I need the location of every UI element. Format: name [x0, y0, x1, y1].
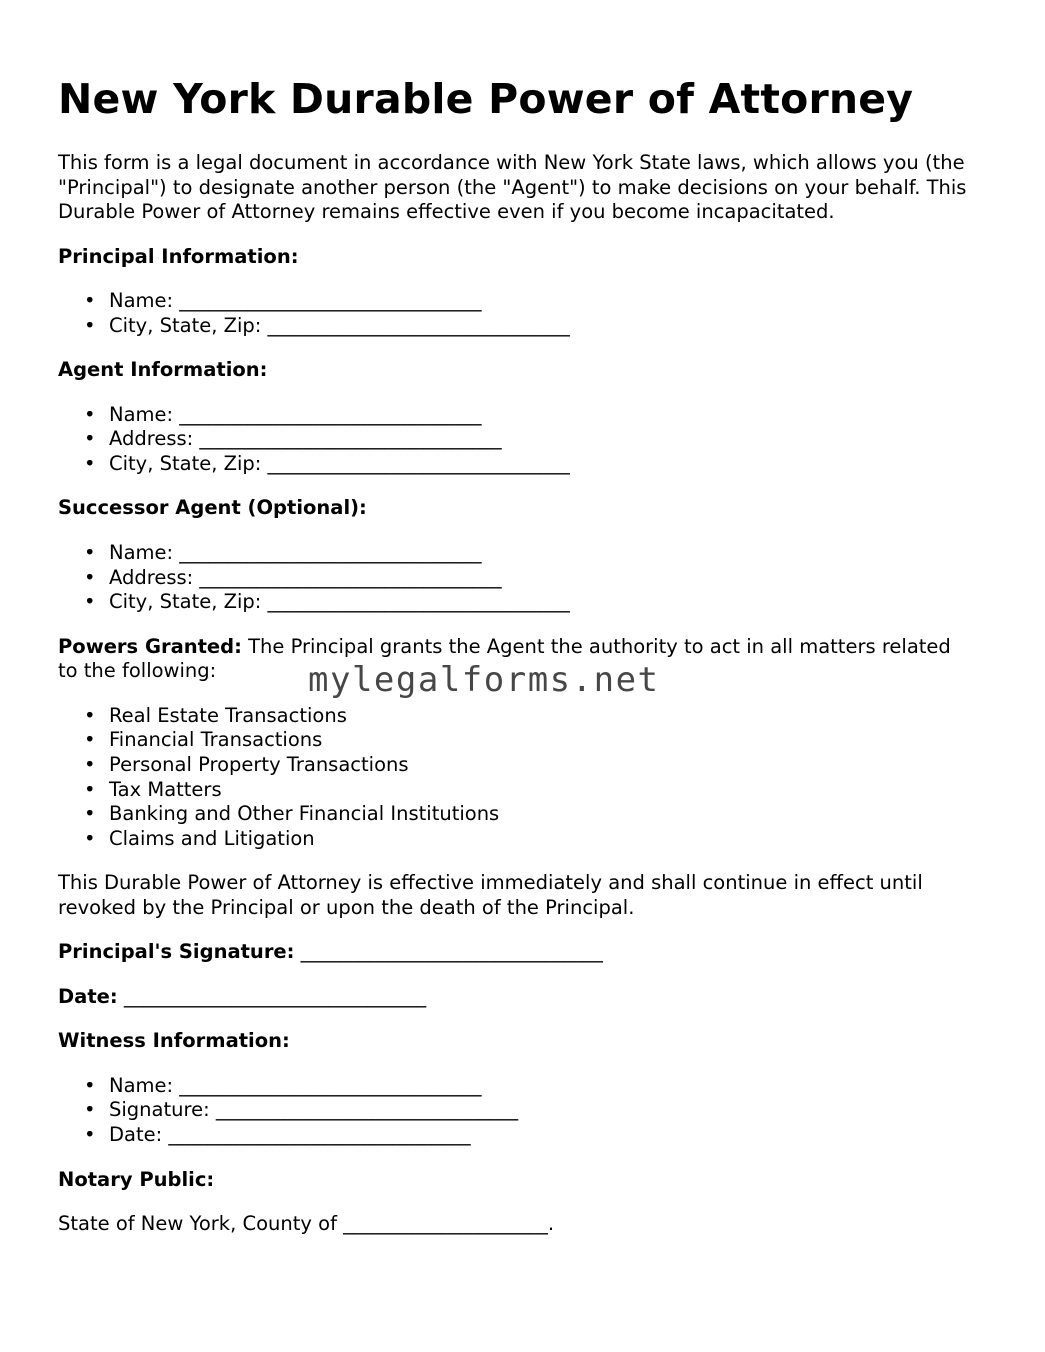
powers-list	[58, 704, 998, 852]
principal-name-field: Name: _______________________________	[109, 289, 482, 312]
date-label: Date:	[58, 984, 118, 1008]
successor-fields	[58, 541, 998, 615]
agent-name-field: Name: _______________________________	[109, 402, 482, 426]
bullet-icon: •	[84, 1123, 96, 1146]
successor-address-field: Address: _______________________________	[109, 565, 502, 589]
witness-heading: Witness Information:	[58, 1029, 290, 1053]
agent-fields	[58, 403, 998, 477]
bullet-icon: •	[84, 1073, 96, 1097]
signature-blank: _______________________________	[294, 940, 603, 964]
successor-heading: Successor Agent (Optional):	[58, 496, 367, 520]
signature-line	[58, 940, 973, 965]
watermark: mylegalforms.net	[308, 660, 660, 700]
principal-city-field: City, State, Zip: _______________________________	[109, 313, 570, 337]
date-line	[58, 985, 973, 1010]
effective-paragraph: This Durable Power of Attorney is effective immediately and shall continue in effect until revoked by the Principal or upon the death of the Principal.	[58, 871, 923, 919]
list-item	[84, 289, 998, 314]
notary-text: State of New York, County of _____________________.	[58, 1212, 555, 1236]
list-item	[84, 704, 998, 729]
power-item: Financial Transactions	[109, 728, 323, 752]
bullet-icon: •	[84, 590, 96, 614]
agent-address-field: Address: _______________________________	[109, 427, 502, 451]
list-item	[84, 427, 998, 452]
power-item: Tax Matters	[109, 777, 222, 801]
bullet-icon: •	[84, 1098, 96, 1122]
document-page	[58, 0, 998, 1237]
bullet-icon: •	[84, 703, 96, 727]
power-item: Claims and Litigation	[109, 826, 315, 850]
bullet-icon: •	[84, 728, 96, 752]
principal-fields	[58, 289, 998, 338]
list-item	[84, 753, 998, 778]
agent-heading: Agent Information:	[58, 358, 268, 382]
bullet-icon: •	[84, 826, 96, 850]
successor-city-field: City, State, Zip: _______________________________	[109, 590, 570, 614]
date-blank: _______________________________	[117, 984, 427, 1008]
power-item: Personal Property Transactions	[109, 752, 409, 776]
page-title: New York Durable Power of Attorney	[58, 75, 914, 123]
list-item	[84, 590, 998, 615]
powers-text: The Principal grants the Agent the authority to act in all matters related to the following:	[58, 634, 951, 683]
bullet-icon: •	[84, 427, 96, 451]
notary-heading: Notary Public:	[58, 1167, 215, 1191]
list-item	[84, 541, 998, 566]
list-item	[84, 728, 998, 753]
signature-label: Principal's Signature:	[58, 940, 295, 964]
list-item	[84, 403, 998, 428]
bullet-icon: •	[84, 313, 96, 337]
list-item	[84, 1074, 998, 1099]
principal-heading: Principal Information:	[58, 244, 299, 268]
bullet-icon: •	[84, 777, 96, 801]
list-item	[84, 566, 998, 591]
witness-date-field: Date: _______________________________	[109, 1123, 471, 1146]
bullet-icon: •	[84, 565, 96, 589]
bullet-icon: •	[84, 402, 96, 426]
list-item	[84, 802, 998, 827]
bullet-icon: •	[84, 289, 96, 312]
bullet-icon: •	[84, 451, 96, 475]
power-item: Real Estate Transactions	[109, 703, 347, 727]
witness-signature-field: Signature: _______________________________	[109, 1098, 519, 1122]
successor-name-field: Name: _______________________________	[109, 540, 482, 564]
witness-name-field: Name: _______________________________	[109, 1073, 482, 1097]
powers-paragraph	[58, 635, 973, 684]
list-item	[84, 1098, 998, 1123]
intro-paragraph: This form is a legal document in accordance with New York State laws, which allows you (the "Principal") to designate another person (the "Agent") to make decisions on your behalf. This Durable Power of Attorney remains effective even if you become incapacitated.	[58, 151, 967, 223]
list-item	[84, 778, 998, 803]
bullet-icon: •	[84, 802, 96, 826]
list-item	[84, 1123, 998, 1148]
powers-label: Powers Granted:	[58, 634, 242, 658]
bullet-icon: •	[84, 752, 96, 776]
power-item: Banking and Other Financial Institutions	[109, 802, 500, 826]
bullet-icon: •	[84, 540, 96, 564]
witness-fields	[58, 1074, 998, 1148]
agent-city-field: City, State, Zip: _______________________________	[109, 451, 570, 475]
list-item	[84, 314, 998, 339]
list-item	[84, 452, 998, 477]
list-item	[84, 827, 998, 852]
